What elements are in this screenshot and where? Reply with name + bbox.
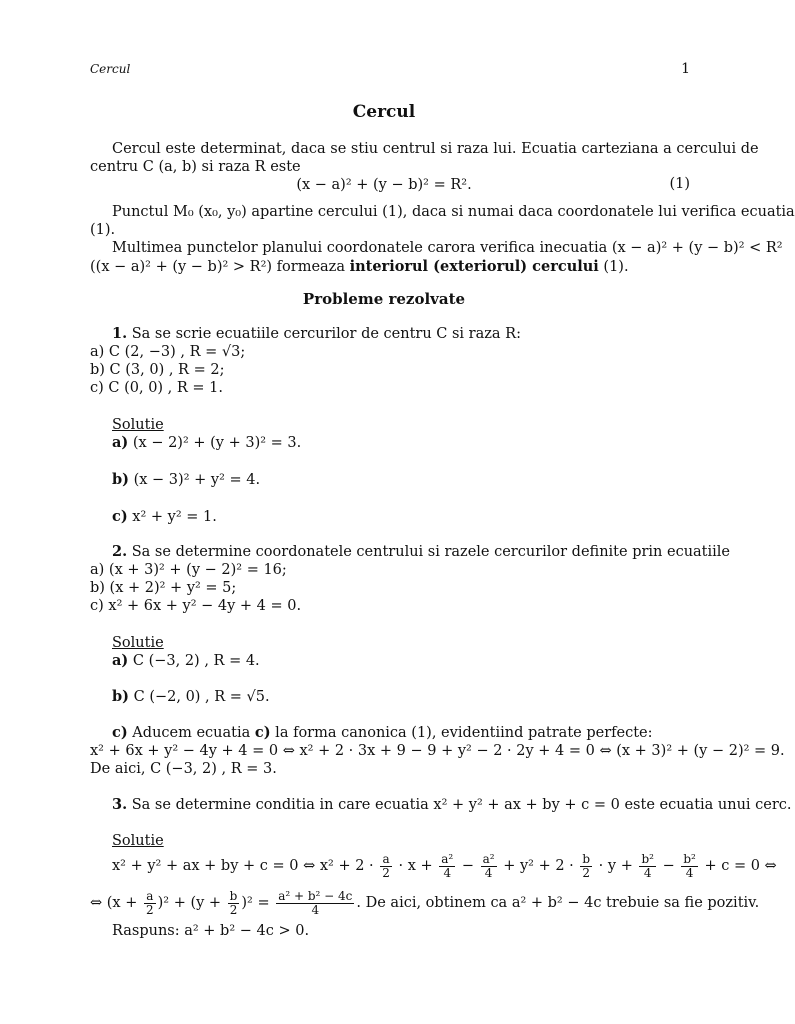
math-text: · x + [393,858,438,874]
fraction-b-over-2 [580,853,592,880]
problem-2-answer-c-line-1 [112,724,653,742]
answer-text: C (−3, 2) , R = 4. [128,653,260,669]
denominator: 2 [229,902,238,917]
denominator: 2 [382,865,390,880]
problem-1-statement [112,325,521,343]
problem-2-item-b: b) (x + 2)² + y² = 5; [90,580,237,596]
problem-2-solution-label: Solutie [112,635,164,651]
point-line-1: Punctul M₀ (x₀, y₀) apartine cercului (1), daca si numai daca coordonatele lui verifica ecuatia [112,204,795,220]
interior-line-2-pre: ((x − a)² + (y − b)² > R²) formeaza [90,259,350,275]
answer-text: x² + y² = 1. [127,509,217,525]
fraction-discriminant-over-4 [276,890,354,917]
denominator: 2 [582,865,591,880]
fraction-b2-over-4 [681,853,698,880]
interior-line-1: Multimea punctelor planului coordonatele carora verifica inecuatia (x − a)² + (y − b)² < R² [112,240,783,256]
point-line-2: (1). [90,222,116,238]
answer-label: c) [112,508,128,525]
numerator: b² [641,851,654,866]
interior-line-2-post: (1). [598,259,629,275]
intro-line-1: Cercul este determinat, daca se stiu centrul si raza lui. Ecuatia carteziana a cercului de [112,141,759,157]
fraction-b-over-2 [228,890,240,917]
numerator: b [582,851,591,866]
page-number: 1 [681,61,690,77]
problem-2-number: 2. [112,543,128,560]
problem-2-statement [112,543,730,561]
numerator: a [144,890,156,904]
math-text: )² + (y + [157,895,226,911]
equation-number: (1) [669,176,690,192]
denominator: 4 [311,902,320,917]
answer-text: C (−2, 0) , R = √5. [129,689,270,705]
fraction-a2-over-4 [439,853,455,880]
denominator: 4 [685,865,694,880]
numerator: b² [683,851,696,866]
math-text: − [657,858,680,874]
numerator: a [380,853,392,867]
problem-3-statement [112,796,792,814]
denominator: 4 [643,865,652,880]
answer-label: a) [112,652,129,669]
intro-line-2: centru C (a, b) si raza R este [90,159,301,175]
answer-label: a) [112,434,129,451]
answer-label: c) [112,724,128,741]
problem-2-text: Sa se determine coordonatele centrului si razele cercurilor definite prin ecuatiile [127,544,731,560]
document-title: Cercul [352,102,416,122]
fraction-a2-over-4 [481,853,497,880]
interior-line-2 [90,258,629,276]
problem-3-derivation-line-1 [112,851,777,881]
denominator: 4 [443,865,452,880]
math-text: x² + y² + ax + by + c = 0 ⇔ x² + 2 · [112,858,379,874]
problem-1-number: 1. [112,325,128,342]
problem-2-item-c: c) x² + 6x + y² − 4y + 4 = 0. [90,598,302,614]
numerator: a² [441,851,454,866]
problem-3-solution-label: Solutie [112,833,164,849]
math-text: . De aici, obtinem ca a² + b² − 4c trebuie sa fie pozitiv. [356,895,760,911]
math-text: )² = [241,895,275,911]
denominator: 4 [484,865,493,880]
problem-2-answer-c-line-2: x² + 6x + y² − 4y + 4 = 0 ⇔ x² + 2 · 3x + 9 − 9 + y² − 2 · 2y + 4 = 0 ⇔ (x + 3)² + (y − 2)² = 9. [90,743,785,759]
answer-label: b) [112,688,129,705]
math-text: · y + [594,858,638,874]
problem-3-text: Sa se determine conditia in care ecuatia x² + y² + ax + by + c = 0 este ecuatia unui cerc. [127,797,792,813]
problem-1-answer-c [112,508,217,526]
denominator: 2 [145,902,154,917]
running-header: Cercul [90,62,131,76]
answer-text: (x − 2)² + (y + 3)² = 3. [128,435,302,451]
problem-2-answer-c-line-3: De aici, C (−3, 2) , R = 3. [90,761,277,777]
answer-text-rest: la forma canonica (1), evidentiind patrate perfecte: [270,725,653,741]
fraction-a-over-2 [380,853,392,880]
numerator: a² + b² − 4c [278,888,353,903]
math-text: ⇔ (x + [90,895,142,911]
problem-3-derivation-line-2 [90,888,759,918]
problem-1-item-c: c) C (0, 0) , R = 1. [90,380,224,396]
answer-text: (x − 3)² + y² = 4. [129,472,261,488]
problem-1-answer-a [112,434,301,452]
problem-1-text: Sa se scrie ecuatiile cercurilor de centru C si raza R: [127,326,521,342]
problem-3-number: 3. [112,796,128,813]
circle-equation: (x − a)² + (y − b)² = R². [296,177,472,193]
problem-1-solution-label: Solutie [112,417,164,433]
section-title: Probleme rezolvate [302,290,466,308]
problem-2-answer-a [112,652,260,670]
fraction-b2-over-4 [639,853,656,880]
problem-1-item-a: a) C (2, −3) , R = √3; [90,344,246,360]
numerator: b [229,888,238,903]
math-text: + c = 0 ⇔ [699,858,777,874]
problem-2-item-a: a) (x + 3)² + (y − 2)² = 16; [90,562,287,578]
numerator: a² [482,851,495,866]
answer-label: b) [112,471,129,488]
interior-exterior-term: interiorul (exteriorul) cercului [349,258,599,275]
problem-3-answer: Raspuns: a² + b² − 4c > 0. [112,923,310,939]
problem-2-answer-b [112,688,270,706]
equation-reference: c) [254,724,271,741]
fraction-a-over-2 [144,890,156,917]
problem-1-item-b: b) C (3, 0) , R = 2; [90,362,225,378]
problem-1-answer-b [112,471,260,489]
answer-text: Aducem ecuatia [127,725,255,741]
math-text: + y² + 2 · [498,858,579,874]
math-text: − [457,858,479,874]
